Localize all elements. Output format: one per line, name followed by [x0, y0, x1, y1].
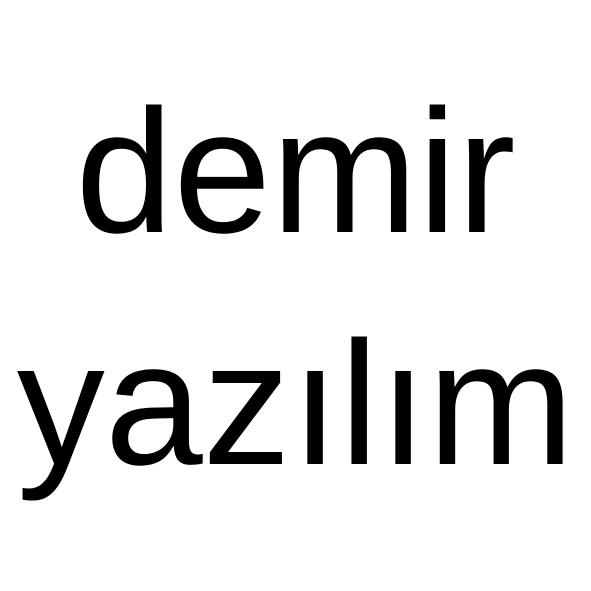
logo-word-demir: demir [75, 74, 516, 270]
logo-word-yazilim: yazılım [16, 306, 575, 502]
